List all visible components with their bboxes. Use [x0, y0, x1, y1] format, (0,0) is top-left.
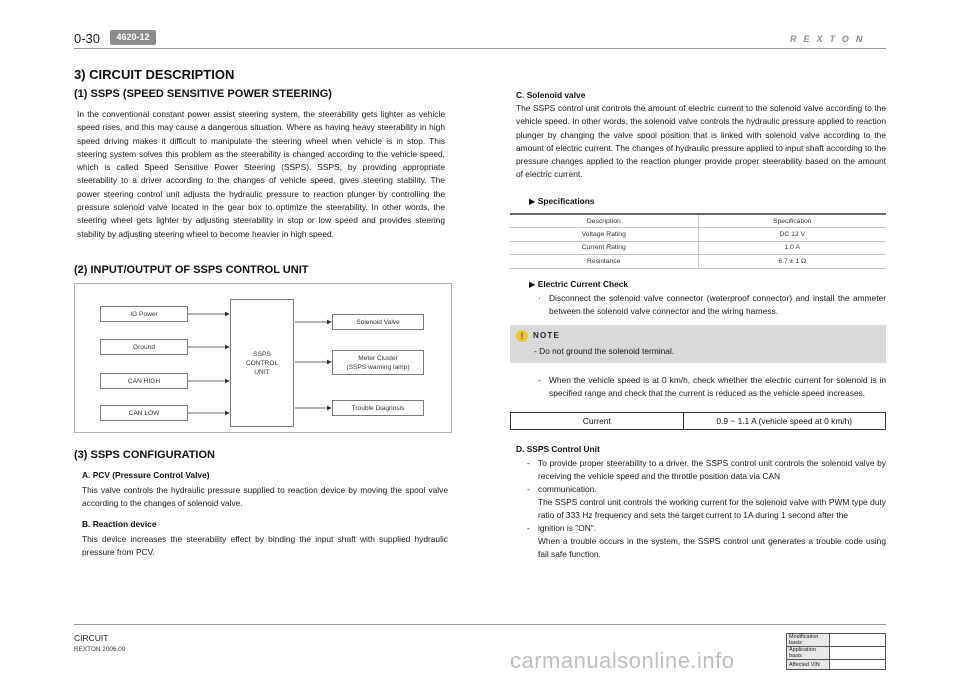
spec-cell: Current Rating: [510, 241, 698, 255]
io-diagram: [74, 283, 452, 433]
check-heading: ▶ Electric Current Check: [529, 279, 629, 289]
config-heading: (3) SSPS CONFIGURATION: [74, 449, 215, 461]
solenoid-body: The SSPS control unit controls the amount of electric current to the solenoid valve according to the vehicle speed. In other words, the solenoid valve controls the hydraulic pressure applied to reaction plunger by changing the valve spool position that is linked with solenoid valve according to the amount of electric current. The changes of hydraulic pressure applied to input shaft according to the pressure changes applied to the reaction plunger provide proper steerability based on the amount of electric current.: [516, 103, 886, 180]
input-can-low: CAN LOW: [100, 405, 188, 421]
current-value: 0.9 ~ 1.1 A (vehicle speed at 0 km/h): [683, 413, 886, 430]
output-meter-cluster: [332, 350, 424, 375]
table-row: [511, 413, 886, 430]
ssps-heading: (1) SSPS (SPEED SENSITIVE POWER STEERING): [74, 88, 332, 100]
check-body: Disconnect the solenoid valve connector (waterproof connector) and install the ammeter between the solenoid valve connector and the wiring harness.: [549, 293, 886, 317]
d-item-2a: communication.: [538, 484, 597, 494]
unit-line-1: SSPS: [253, 351, 271, 358]
note-exclamation-icon: !: [516, 330, 528, 342]
ssps-control-unit-box: [230, 299, 294, 427]
output-trouble-diagnosis: Trouble Diagnosis: [332, 400, 424, 416]
note-text: - Do not ground the solenoid terminal.: [534, 346, 675, 356]
check-bullet: ·: [538, 293, 541, 303]
rexton-logo: REXTON: [790, 34, 870, 44]
ssps-body: In the conventional constant power assist steering system, the steerability gets lighter as vehicle speed rises, and this may cause a dangerous situation. Where as having heavy steerability in high speed driving makes it difficult to manipulate the steering wheel when vehicle is in stop. This steering system solves this problem as the steerability is changed according to the vehicle speed, which is called Speed Sensitive Power Steering (SSPS). SSPS, by providing appropriate steerability to a driver according to the changes of vehicle speed, gives steering stability. The power steering control unit adjusts the hydraulic pressure to reaction plunger by controlling the pressure solenoid valve located in the gear box to optimize the steerability. In other words, the steering wheel gets lighter by adjusting steerability in stop or low speed and provides steering stability by adjusting steering wheel to become heavier in high speed.: [77, 109, 445, 239]
table-row: [787, 634, 886, 647]
table-row: [787, 660, 886, 670]
footer-subtitle: REXTON 2006.09: [74, 646, 126, 653]
watermark: carmanualsonline.info: [510, 648, 735, 673]
d-item-2b: The SSPS control unit controls the working current for the solenoid valve with PWM type duty ratio of 333 Hz frequency and sets the target current to 1A during 1 second after the: [538, 497, 886, 521]
page-number: 0-30: [74, 31, 101, 46]
solenoid-heading: C. Solenoid valve: [516, 90, 586, 100]
d-item-1: To provide proper steerability to a driver, the SSPS control unit controls the solenoid valve by receiving the vehicle speed and the throttle position data via CAN: [538, 458, 886, 482]
mod-value: [830, 634, 886, 647]
meter-cluster-sub: (SSPS warning lamp): [346, 363, 410, 371]
note-title: NOTE: [533, 331, 561, 340]
table-row: [510, 228, 886, 242]
input-ig-power: IG Power: [100, 306, 188, 322]
d-item-3a: ignition is "ON".: [538, 523, 597, 533]
unit-line-3: UNIT: [254, 369, 270, 376]
unit-line-2: CONTROL: [245, 360, 279, 367]
pcv-body: This valve controls the hydraulic pressure supplied to reaction device by moving the spool valve according to the changes of solenoid valve.: [82, 485, 448, 509]
table-row: [787, 647, 886, 660]
input-ground: Ground: [100, 339, 188, 355]
current-table: [510, 412, 886, 430]
mod-value: [830, 660, 886, 670]
mod-label: Modification basis: [787, 634, 830, 647]
pcv-heading: A. PCV (Pressure Control Valve): [82, 470, 210, 480]
table-row: [510, 241, 886, 255]
modification-table: [786, 633, 886, 670]
mod-value: [830, 647, 886, 660]
header-divider: [74, 48, 886, 49]
reaction-heading: B. Reaction device: [82, 519, 157, 529]
spec-heading: ▶ Specifications: [529, 196, 595, 206]
mod-label: Affected VIN: [787, 660, 830, 670]
table-row: [510, 214, 886, 228]
reaction-body: This device increases the steerability effect by binding the input shaft with supplied hydraulic pressure from PCV.: [82, 534, 448, 558]
check2-body: When the vehicle speed is at 0 km/h, check whether the electric current for solenoid is in specified range and check that the current is reduced as the vehicle speed increases.: [549, 375, 886, 399]
footer-divider: [74, 624, 886, 625]
d-item-3b: When a trouble occurs in the system, the SSPS control unit generates a trouble code using fail safe function.: [538, 536, 886, 560]
table-row: [510, 255, 886, 269]
io-heading: (2) INPUT/OUTPUT OF SSPS CONTROL UNIT: [74, 264, 309, 276]
spec-cell: 1.0 A: [698, 241, 886, 255]
control-unit-heading: D. SSPS Control Unit: [516, 444, 600, 454]
spec-cell: DC 12 V: [698, 228, 886, 242]
d-dash-1: -: [527, 458, 530, 468]
footer-title: CIRCUIT: [74, 633, 109, 643]
d-dash-2: -: [527, 484, 530, 494]
output-solenoid-valve: Solenoid Valve: [332, 314, 424, 330]
spec-cell: 6.7 ± 1 Ω: [698, 255, 886, 269]
spec-cell: Resistance: [510, 255, 698, 269]
spec-table: [510, 213, 886, 269]
current-label: Current: [511, 413, 684, 430]
check2-dash: -: [538, 375, 541, 385]
note-box: [510, 325, 886, 363]
spec-col-desc: Description: [510, 214, 698, 228]
section-title: 3) CIRCUIT DESCRIPTION: [74, 67, 235, 82]
spec-col-spec: Specification: [698, 214, 886, 228]
meter-cluster-label: Meter Cluster: [358, 354, 398, 362]
mod-label: Application basis: [787, 647, 830, 660]
spec-cell: Voltage Rating: [510, 228, 698, 242]
d-dash-3: -: [527, 523, 530, 533]
section-badge: 4620-12: [110, 30, 156, 45]
input-can-high: CAN HIGH: [100, 373, 188, 389]
